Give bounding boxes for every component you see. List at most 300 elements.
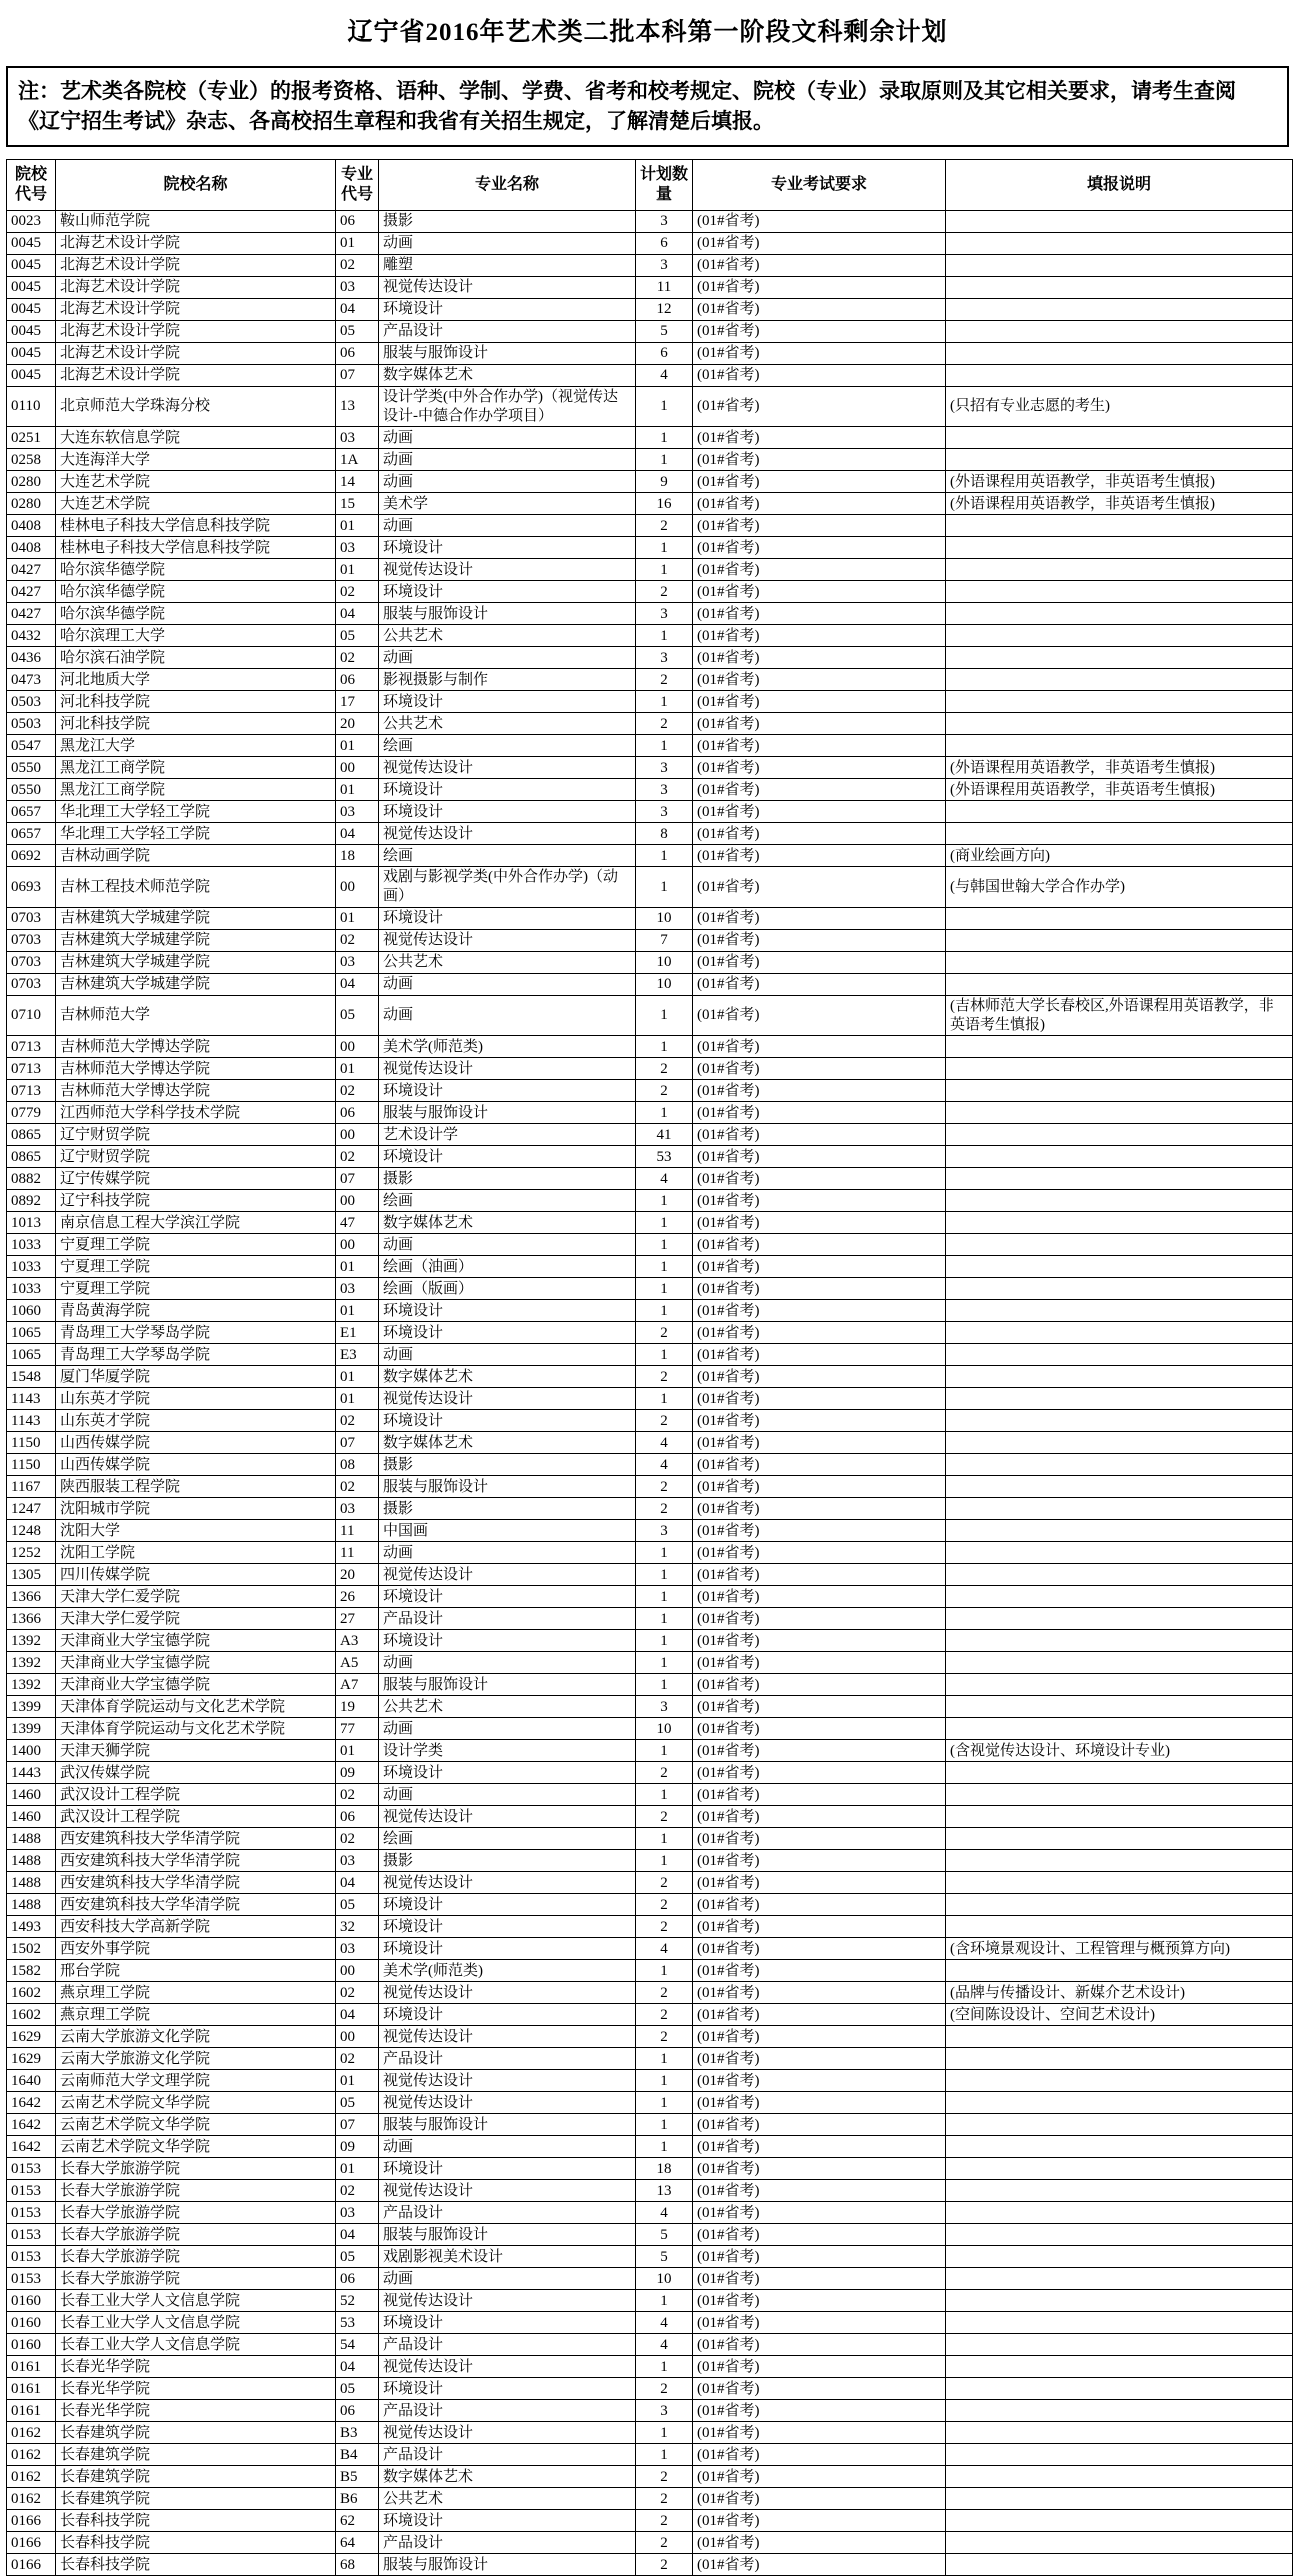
cell-exam-requirement: (01#省考): [693, 1608, 946, 1630]
cell-college-code: 0166: [7, 2532, 56, 2554]
cell-exam-requirement: (01#省考): [693, 1828, 946, 1850]
cell-major-code: 1A: [336, 449, 379, 471]
table-row: [7, 2026, 1293, 2048]
cell-plan-count: 1: [636, 735, 693, 757]
cell-note: [946, 1652, 1293, 1674]
cell-major-name: 数字媒体艺术: [379, 2466, 636, 2488]
table-row: [7, 691, 1293, 713]
cell-exam-requirement: (01#省考): [693, 449, 946, 471]
cell-plan-count: 11: [636, 276, 693, 298]
cell-college-code: 0045: [7, 276, 56, 298]
cell-plan-count: 3: [636, 210, 693, 232]
cell-note: [946, 1322, 1293, 1344]
cell-major-name: 公共艺术: [379, 2488, 636, 2510]
cell-major-code: E3: [336, 1344, 379, 1366]
cell-major-code: B3: [336, 2422, 379, 2444]
table-row: [7, 2444, 1293, 2466]
cell-college-name: 北海艺术设计学院: [56, 254, 336, 276]
cell-exam-requirement: (01#省考): [693, 929, 946, 951]
cell-college-name: 北京师范大学珠海分校: [56, 386, 336, 427]
cell-note: [946, 320, 1293, 342]
cell-college-name: 哈尔滨华德学院: [56, 581, 336, 603]
cell-major-name: 服装与服饰设计: [379, 342, 636, 364]
cell-major-name: 设计学类: [379, 1740, 636, 1762]
cell-plan-count: 2: [636, 1080, 693, 1102]
cell-college-code: 0280: [7, 493, 56, 515]
cell-major-code: 05: [336, 625, 379, 647]
cell-note: [946, 1718, 1293, 1740]
cell-major-code: 20: [336, 1564, 379, 1586]
cell-college-name: 燕京理工学院: [56, 2004, 336, 2026]
cell-exam-requirement: (01#省考): [693, 1278, 946, 1300]
cell-exam-requirement: (01#省考): [693, 2268, 946, 2290]
table-row: [7, 1674, 1293, 1696]
cell-college-code: 1548: [7, 1366, 56, 1388]
cell-exam-requirement: (01#省考): [693, 2488, 946, 2510]
cell-note: [946, 1256, 1293, 1278]
cell-exam-requirement: (01#省考): [693, 2356, 946, 2378]
cell-exam-requirement: (01#省考): [693, 1718, 946, 1740]
cell-exam-requirement: (01#省考): [693, 1982, 946, 2004]
cell-major-code: 03: [336, 2202, 379, 2224]
cell-major-code: 07: [336, 1432, 379, 1454]
cell-exam-requirement: (01#省考): [693, 364, 946, 386]
cell-college-code: 1460: [7, 1784, 56, 1806]
table-row: [7, 1982, 1293, 2004]
cell-note: (与韩国世翰大学合作办学): [946, 867, 1293, 908]
table-row: [7, 1036, 1293, 1058]
cell-college-code: 0153: [7, 2268, 56, 2290]
cell-college-name: 长春科技学院: [56, 2554, 336, 2576]
cell-exam-requirement: (01#省考): [693, 2422, 946, 2444]
cell-major-code: 11: [336, 1520, 379, 1542]
cell-exam-requirement: (01#省考): [693, 581, 946, 603]
cell-exam-requirement: (01#省考): [693, 2312, 946, 2334]
cell-note: [946, 2180, 1293, 2202]
table-row: [7, 1124, 1293, 1146]
cell-major-code: 01: [336, 1256, 379, 1278]
cell-college-name: 青岛黄海学院: [56, 1300, 336, 1322]
cell-major-name: 服装与服饰设计: [379, 1674, 636, 1696]
cell-college-name: 沈阳工学院: [56, 1542, 336, 1564]
cell-major-name: 视觉传达设计: [379, 2180, 636, 2202]
table-row: [7, 2312, 1293, 2334]
cell-note: [946, 1828, 1293, 1850]
cell-major-name: 数字媒体艺术: [379, 1212, 636, 1234]
table-row: [7, 867, 1293, 908]
cell-college-code: 1150: [7, 1454, 56, 1476]
cell-college-code: 1460: [7, 1806, 56, 1828]
table-row: [7, 1894, 1293, 1916]
cell-major-code: 02: [336, 254, 379, 276]
table-row: [7, 1542, 1293, 1564]
cell-major-name: 雕塑: [379, 254, 636, 276]
cell-major-name: 环境设计: [379, 1630, 636, 1652]
cell-plan-count: 3: [636, 647, 693, 669]
cell-college-name: 沈阳大学: [56, 1520, 336, 1542]
table-row: [7, 907, 1293, 929]
cell-plan-count: 3: [636, 1696, 693, 1718]
cell-college-name: 西安建筑科技大学华清学院: [56, 1828, 336, 1850]
cell-note: [946, 1586, 1293, 1608]
cell-major-name: 环境设计: [379, 1894, 636, 1916]
table-row: [7, 2246, 1293, 2268]
cell-major-name: 产品设计: [379, 2202, 636, 2224]
cell-major-code: 05: [336, 320, 379, 342]
cell-exam-requirement: (01#省考): [693, 2290, 946, 2312]
cell-major-code: 14: [336, 471, 379, 493]
cell-college-code: 1488: [7, 1894, 56, 1916]
table-row: [7, 1564, 1293, 1586]
cell-note: [946, 1168, 1293, 1190]
cell-major-code: 19: [336, 1696, 379, 1718]
table-row: [7, 2224, 1293, 2246]
cell-exam-requirement: (01#省考): [693, 2554, 946, 2576]
cell-major-name: 产品设计: [379, 2334, 636, 2356]
cell-exam-requirement: (01#省考): [693, 735, 946, 757]
cell-major-name: 视觉传达设计: [379, 1806, 636, 1828]
cell-college-name: 陕西服装工程学院: [56, 1476, 336, 1498]
cell-note: [946, 973, 1293, 995]
cell-note: [946, 1564, 1293, 1586]
cell-college-name: 吉林师范大学博达学院: [56, 1080, 336, 1102]
cell-note: [946, 2290, 1293, 2312]
cell-note: (空间陈设设计、空间艺术设计): [946, 2004, 1293, 2026]
cell-exam-requirement: (01#省考): [693, 1674, 946, 1696]
cell-exam-requirement: (01#省考): [693, 625, 946, 647]
cell-plan-count: 1: [636, 1564, 693, 1586]
cell-college-code: 1493: [7, 1916, 56, 1938]
cell-plan-count: 18: [636, 2158, 693, 2180]
cell-major-code: 00: [336, 757, 379, 779]
cell-college-name: 桂林电子科技大学信息科技学院: [56, 537, 336, 559]
cell-major-name: 动画: [379, 995, 636, 1036]
table-row: [7, 1630, 1293, 1652]
cell-college-name: 天津体育学院运动与文化艺术学院: [56, 1696, 336, 1718]
cell-college-code: 1399: [7, 1718, 56, 1740]
cell-note: [946, 2092, 1293, 2114]
cell-college-code: 1150: [7, 1432, 56, 1454]
table-row: [7, 669, 1293, 691]
cell-college-name: 吉林建筑大学城建学院: [56, 929, 336, 951]
cell-major-name: 视觉传达设计: [379, 1982, 636, 2004]
cell-note: [946, 1784, 1293, 1806]
table-row: [7, 427, 1293, 449]
cell-major-name: 环境设计: [379, 779, 636, 801]
cell-major-name: 公共艺术: [379, 1696, 636, 1718]
cell-plan-count: 2: [636, 1410, 693, 1432]
cell-plan-count: 3: [636, 254, 693, 276]
cell-major-code: 04: [336, 603, 379, 625]
cell-plan-count: 2: [636, 2488, 693, 2510]
cell-plan-count: 7: [636, 929, 693, 951]
cell-plan-count: 2: [636, 1762, 693, 1784]
cell-college-code: 0153: [7, 2224, 56, 2246]
table-row: [7, 1058, 1293, 1080]
cell-college-code: 0162: [7, 2444, 56, 2466]
cell-college-name: 辽宁传媒学院: [56, 1168, 336, 1190]
cell-college-name: 天津商业大学宝德学院: [56, 1674, 336, 1696]
cell-plan-count: 1: [636, 1190, 693, 1212]
cell-note: [946, 298, 1293, 320]
cell-major-name: 服装与服饰设计: [379, 2224, 636, 2246]
cell-major-code: 02: [336, 581, 379, 603]
cell-major-name: 视觉传达设计: [379, 1872, 636, 1894]
cell-plan-count: 1: [636, 1784, 693, 1806]
cell-major-name: 产品设计: [379, 320, 636, 342]
table-row: [7, 1608, 1293, 1630]
cell-major-name: 视觉传达设计: [379, 2070, 636, 2092]
cell-exam-requirement: (01#省考): [693, 1058, 946, 1080]
cell-plan-count: 2: [636, 2466, 693, 2488]
cell-major-code: B5: [336, 2466, 379, 2488]
cell-major-name: 视觉传达设计: [379, 2026, 636, 2048]
cell-major-name: 摄影: [379, 1850, 636, 1872]
cell-major-name: 公共艺术: [379, 713, 636, 735]
cell-college-name: 吉林建筑大学城建学院: [56, 907, 336, 929]
cell-major-code: 11: [336, 1542, 379, 1564]
cell-major-name: 产品设计: [379, 2532, 636, 2554]
cell-college-name: 大连艺术学院: [56, 471, 336, 493]
cell-college-name: 武汉设计工程学院: [56, 1806, 336, 1828]
cell-major-code: 01: [336, 559, 379, 581]
cell-college-name: 北海艺术设计学院: [56, 342, 336, 364]
cell-plan-count: 2: [636, 1476, 693, 1498]
cell-major-code: 04: [336, 1872, 379, 1894]
cell-exam-requirement: (01#省考): [693, 2202, 946, 2224]
cell-plan-count: 1: [636, 1212, 693, 1234]
table-row: [7, 1256, 1293, 1278]
cell-note: (吉林师范大学长春校区,外语课程用英语教学，非英语考生慎报): [946, 995, 1293, 1036]
cell-major-code: 32: [336, 1916, 379, 1938]
cell-major-name: 数字媒体艺术: [379, 1432, 636, 1454]
cell-plan-count: 2: [636, 515, 693, 537]
table-row: [7, 2202, 1293, 2224]
cell-college-name: 西安建筑科技大学华清学院: [56, 1894, 336, 1916]
cell-major-name: 视觉传达设计: [379, 2356, 636, 2378]
table-row: [7, 515, 1293, 537]
cell-college-code: 0280: [7, 471, 56, 493]
cell-plan-count: 9: [636, 471, 693, 493]
cell-major-name: 环境设计: [379, 2158, 636, 2180]
cell-note: [946, 691, 1293, 713]
cell-college-name: 长春大学旅游学院: [56, 2246, 336, 2268]
cell-note: [946, 1762, 1293, 1784]
cell-college-name: 北海艺术设计学院: [56, 298, 336, 320]
cell-major-name: 美术学(师范类): [379, 1960, 636, 1982]
cell-major-code: 02: [336, 1828, 379, 1850]
table-row: [7, 1432, 1293, 1454]
cell-exam-requirement: (01#省考): [693, 471, 946, 493]
table-row: [7, 471, 1293, 493]
cell-plan-count: 8: [636, 823, 693, 845]
cell-major-code: 00: [336, 1234, 379, 1256]
cell-plan-count: 4: [636, 364, 693, 386]
cell-plan-count: 2: [636, 2026, 693, 2048]
cell-major-name: 动画: [379, 1652, 636, 1674]
cell-plan-count: 5: [636, 2246, 693, 2268]
cell-major-code: 01: [336, 232, 379, 254]
cell-plan-count: 16: [636, 493, 693, 515]
cell-college-name: 天津大学仁爱学院: [56, 1608, 336, 1630]
cell-college-name: 哈尔滨华德学院: [56, 559, 336, 581]
cell-major-code: 03: [336, 1498, 379, 1520]
cell-college-name: 河北科技学院: [56, 691, 336, 713]
cell-exam-requirement: (01#省考): [693, 2378, 946, 2400]
cell-college-code: 0547: [7, 735, 56, 757]
cell-college-name: 江西师范大学科学技术学院: [56, 1102, 336, 1124]
cell-note: [946, 2202, 1293, 2224]
table-row: [7, 1520, 1293, 1542]
cell-major-code: 05: [336, 1894, 379, 1916]
cell-major-name: 环境设计: [379, 1586, 636, 1608]
cell-college-code: 0251: [7, 427, 56, 449]
cell-exam-requirement: (01#省考): [693, 1630, 946, 1652]
cell-exam-requirement: (01#省考): [693, 1432, 946, 1454]
cell-exam-requirement: (01#省考): [693, 342, 946, 364]
cell-plan-count: 10: [636, 973, 693, 995]
cell-college-code: 0427: [7, 581, 56, 603]
cell-note: [946, 1850, 1293, 1872]
cell-note: [946, 1674, 1293, 1696]
cell-college-code: 1033: [7, 1256, 56, 1278]
table-row: [7, 1476, 1293, 1498]
cell-exam-requirement: (01#省考): [693, 2224, 946, 2246]
table-row: [7, 364, 1293, 386]
cell-plan-count: 3: [636, 2400, 693, 2422]
cell-major-code: 52: [336, 2290, 379, 2312]
cell-major-name: 环境设计: [379, 1322, 636, 1344]
cell-college-code: 0865: [7, 1146, 56, 1168]
cell-note: [946, 2488, 1293, 2510]
cell-major-name: 环境设计: [379, 907, 636, 929]
cell-major-name: 绘画（版画）: [379, 1278, 636, 1300]
table-row: [7, 1872, 1293, 1894]
cell-college-code: 1582: [7, 1960, 56, 1982]
cell-note: [946, 2026, 1293, 2048]
cell-exam-requirement: (01#省考): [693, 1410, 946, 1432]
header-plan-count: 计划数量: [636, 159, 693, 210]
cell-major-code: 00: [336, 1190, 379, 1212]
cell-exam-requirement: (01#省考): [693, 254, 946, 276]
cell-college-code: 1392: [7, 1652, 56, 1674]
cell-exam-requirement: (01#省考): [693, 2026, 946, 2048]
cell-major-name: 服装与服饰设计: [379, 1476, 636, 1498]
cell-plan-count: 4: [636, 1168, 693, 1190]
cell-college-code: 0153: [7, 2246, 56, 2268]
cell-major-code: 54: [336, 2334, 379, 2356]
cell-major-code: 02: [336, 1982, 379, 2004]
cell-note: [946, 2510, 1293, 2532]
cell-major-code: 18: [336, 845, 379, 867]
cell-college-code: 0432: [7, 625, 56, 647]
table-row: [7, 1278, 1293, 1300]
cell-plan-count: 1: [636, 1960, 693, 1982]
cell-exam-requirement: (01#省考): [693, 2334, 946, 2356]
cell-college-code: 0503: [7, 713, 56, 735]
cell-college-code: 1248: [7, 1520, 56, 1542]
cell-college-name: 长春大学旅游学院: [56, 2180, 336, 2202]
cell-plan-count: 1: [636, 449, 693, 471]
cell-major-code: 09: [336, 2136, 379, 2158]
header-row: [7, 159, 1293, 210]
cell-plan-count: 6: [636, 342, 693, 364]
cell-plan-count: 2: [636, 1366, 693, 1388]
header-note: 填报说明: [946, 159, 1293, 210]
table-row: [7, 603, 1293, 625]
cell-exam-requirement: (01#省考): [693, 1036, 946, 1058]
cell-plan-count: 2: [636, 1322, 693, 1344]
cell-exam-requirement: (01#省考): [693, 713, 946, 735]
cell-major-name: 动画: [379, 647, 636, 669]
cell-exam-requirement: (01#省考): [693, 1080, 946, 1102]
cell-college-code: 0550: [7, 757, 56, 779]
cell-exam-requirement: (01#省考): [693, 1564, 946, 1586]
cell-major-name: 视觉传达设计: [379, 2422, 636, 2444]
cell-college-name: 北海艺术设计学院: [56, 320, 336, 342]
header-college-code: 院校代号: [7, 159, 56, 210]
cell-major-name: 环境设计: [379, 1410, 636, 1432]
cell-plan-count: 1: [636, 995, 693, 1036]
cell-college-code: 1305: [7, 1564, 56, 1586]
cell-exam-requirement: (01#省考): [693, 2158, 946, 2180]
cell-major-code: 01: [336, 907, 379, 929]
cell-exam-requirement: (01#省考): [693, 973, 946, 995]
cell-college-code: 0779: [7, 1102, 56, 1124]
table-row: [7, 2334, 1293, 2356]
cell-college-name: 天津大学仁爱学院: [56, 1586, 336, 1608]
cell-plan-count: 10: [636, 1718, 693, 1740]
cell-major-name: 摄影: [379, 1454, 636, 1476]
cell-note: [946, 1190, 1293, 1212]
cell-major-name: 数字媒体艺术: [379, 1366, 636, 1388]
cell-major-code: A5: [336, 1652, 379, 1674]
cell-plan-count: 1: [636, 1256, 693, 1278]
cell-college-name: 云南师范大学文理学院: [56, 2070, 336, 2092]
cell-major-name: 动画: [379, 2136, 636, 2158]
cell-exam-requirement: (01#省考): [693, 232, 946, 254]
table-row: [7, 1366, 1293, 1388]
cell-major-code: 04: [336, 2356, 379, 2378]
table-row: [7, 276, 1293, 298]
cell-note: [946, 929, 1293, 951]
cell-plan-count: 3: [636, 779, 693, 801]
table-row: [7, 1652, 1293, 1674]
table-row: [7, 1718, 1293, 1740]
cell-college-name: 厦门华厦学院: [56, 1366, 336, 1388]
cell-major-name: 美术学(师范类): [379, 1036, 636, 1058]
cell-college-code: 1502: [7, 1938, 56, 1960]
cell-college-name: 长春建筑学院: [56, 2466, 336, 2488]
cell-major-code: 01: [336, 1740, 379, 1762]
cell-college-code: 1143: [7, 1410, 56, 1432]
cell-exam-requirement: (01#省考): [693, 2532, 946, 2554]
cell-plan-count: 4: [636, 2312, 693, 2334]
cell-college-name: 辽宁财贸学院: [56, 1146, 336, 1168]
cell-plan-count: 2: [636, 1058, 693, 1080]
cell-exam-requirement: (01#省考): [693, 320, 946, 342]
cell-note: [946, 1036, 1293, 1058]
cell-college-name: 长春大学旅游学院: [56, 2158, 336, 2180]
cell-major-code: 05: [336, 2246, 379, 2268]
cell-college-name: 吉林建筑大学城建学院: [56, 973, 336, 995]
cell-major-code: 00: [336, 1960, 379, 1982]
cell-note: [946, 232, 1293, 254]
cell-note: [946, 1344, 1293, 1366]
cell-exam-requirement: (01#省考): [693, 2400, 946, 2422]
cell-college-name: 山东英才学院: [56, 1410, 336, 1432]
cell-major-code: 20: [336, 713, 379, 735]
